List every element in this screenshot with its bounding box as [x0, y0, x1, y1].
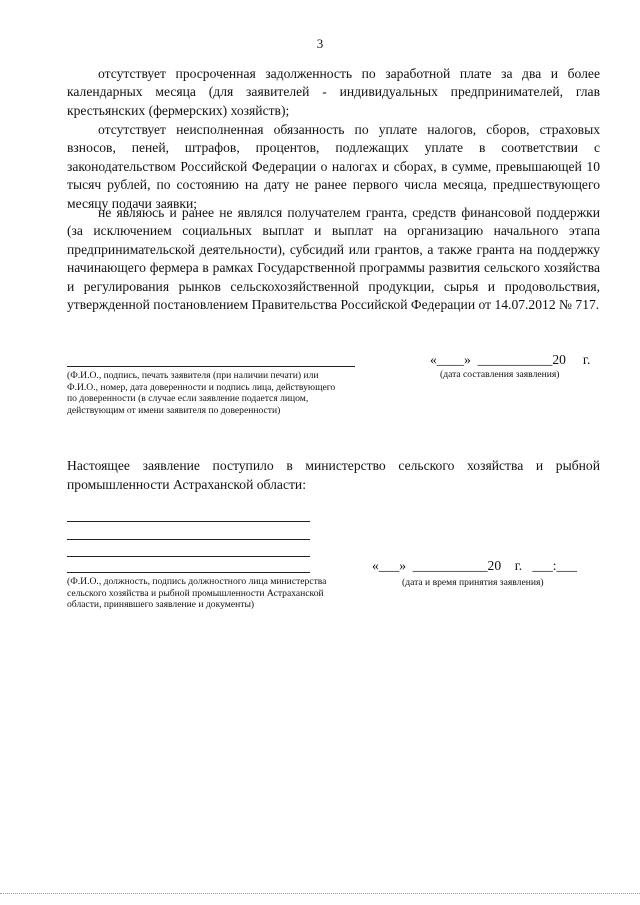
applicant-signature-caption: (Ф.И.О., подпись, печать заявителя (при наличии печати) или Ф.И.О., номер, дата доверенности и подпись лица, действующего по доверенности (в случае если заявление подается лицом, действующим от имени заявителя по доверенности) — [67, 370, 336, 416]
received-statement: Настоящее заявление поступило в министерство сельского хозяйства и рыбной промышленности Астраханской области: — [67, 458, 600, 492]
paragraph-no-wage-arrears: отсутствует просроченная задолженность по заработной плате за два и более календарных месяца (для заявителей - индивидуальных предпринимателей, глав крестьянских (фермерских) хозяйств); — [67, 66, 600, 118]
official-line-3 — [67, 556, 310, 557]
official-signature-caption: (Ф.И.О., должность, подпись должностного лица министерства сельского хозяйства и рыбной промышленности Астраханской области, принявшего заявление и документы) — [67, 576, 327, 611]
official-signature-line — [67, 572, 310, 573]
paragraph-no-tax-debt: отсутствует неисполненная обязанность по уплате налогов, сборов, страховых взносов, пеней, штрафов, процентов, подлежащих уплате в соответствии с законодательством Российской Федерации о налогах и сборах, в сумме, превышающей 10 тысяч рублей, по состоянию на дату не ранее первого числа месяца, предшествующего месяцу подачи заявки; — [67, 122, 600, 211]
official-line-1 — [67, 521, 310, 522]
paragraph-not-grant-recipient: не являюсь и ранее не являлся получателем гранта, средств финансовой поддержки (за исключением социальных выплат и выплат на организацию начального этапа предпринимательской деятельности), субсидий или грантов, а также гранта на поддержку начинающего фермера в рамках Государственной программы развития сельского хозяйства и регулирования рынков сельскохозяйственной продукции, сырья и продовольствия, утвержденной постановлением Правительства Российской Федерации от 14.07.2012 № 717. — [67, 205, 600, 313]
page-number: 3 — [316, 36, 324, 51]
acceptance-date-caption: (дата и время принятия заявления) — [402, 577, 544, 588]
application-date-field: «____» ___________20 г. — [430, 352, 591, 367]
official-line-2 — [67, 539, 310, 540]
acceptance-date-field: «___» ___________20 г. ___:___ — [372, 558, 577, 573]
scan-bottom-edge — [0, 893, 640, 894]
applicant-signature-line — [67, 366, 355, 367]
application-date-caption: (дата составления заявления) — [440, 369, 560, 380]
